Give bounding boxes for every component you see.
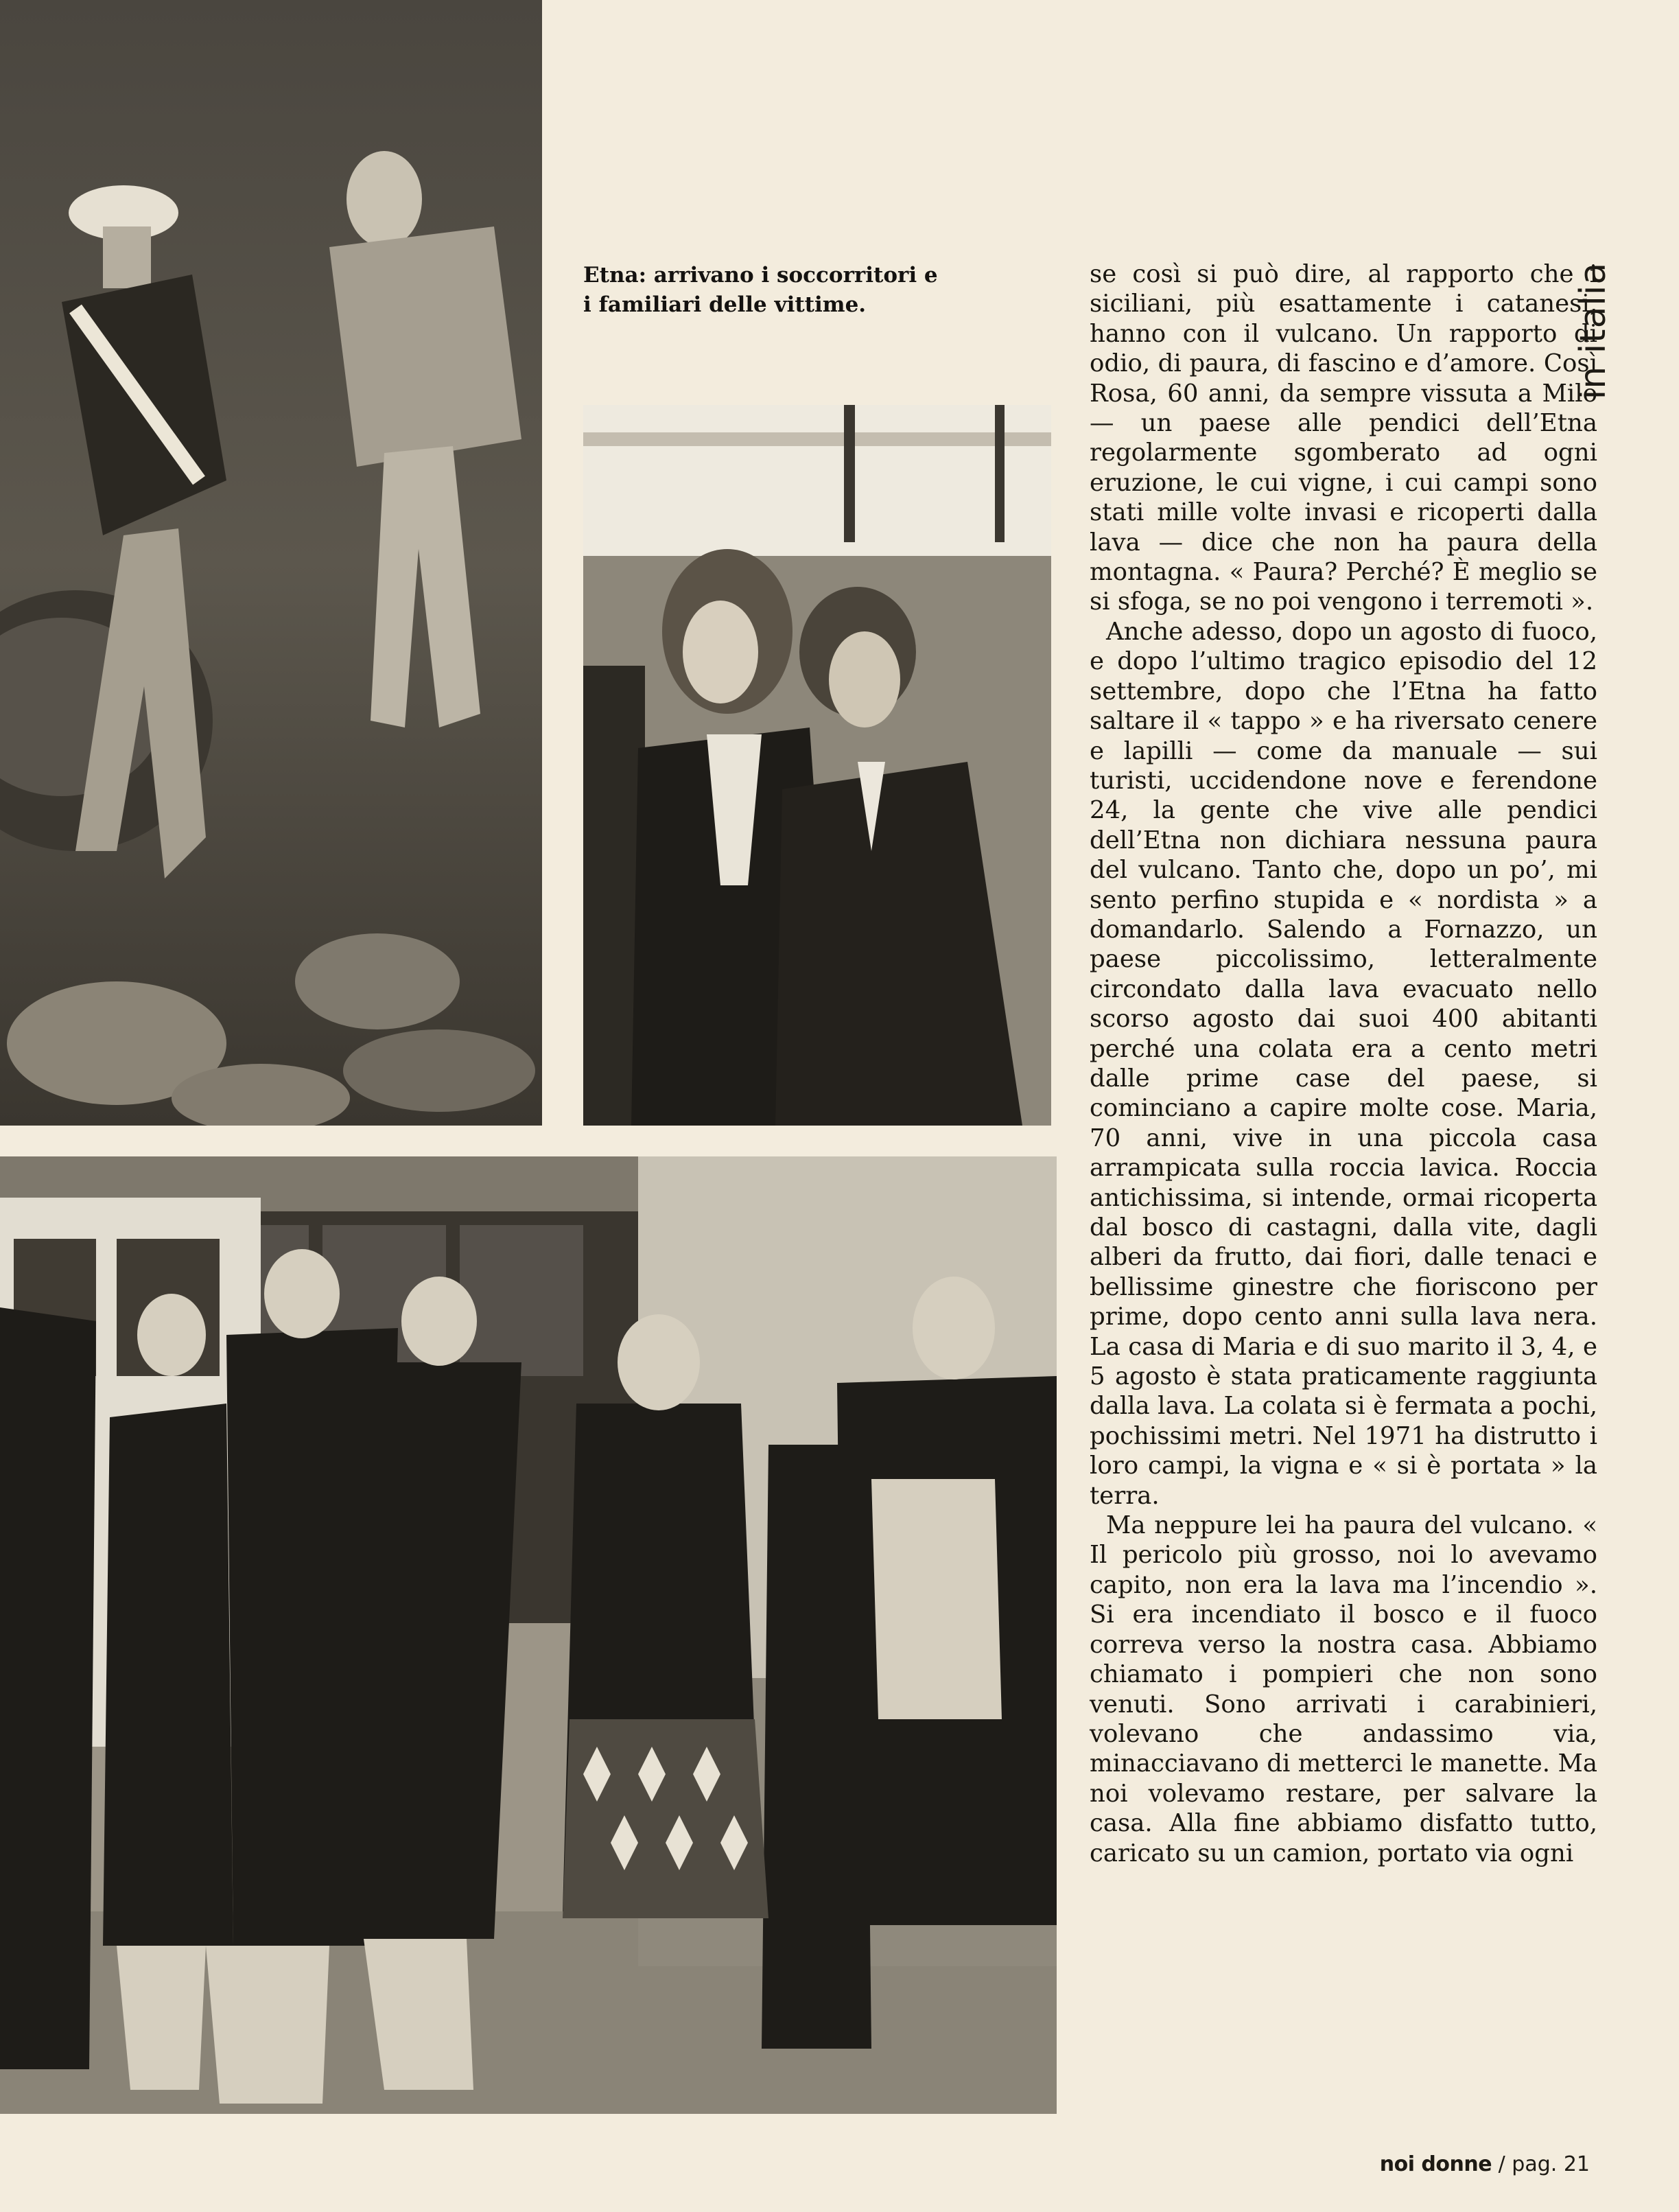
section-label [1571, 255, 1615, 406]
section-label-text: in italia [1573, 261, 1614, 400]
magazine-name: noi donne [1379, 2152, 1492, 2176]
photo-caption: Etna: arrivano i soccorritori e i familiari delle vittime. [583, 263, 938, 317]
page-footer [1380, 2152, 1590, 2176]
photo-women-family [583, 405, 1051, 1126]
photo-group-waiting [0, 1156, 1057, 2114]
article-body [1090, 259, 1597, 1868]
photo-rescuers-on-slope [0, 0, 542, 1126]
article-paragraph-1: se così si può dire, al rapporto che i siciliani, più esattamente i catanesi, hanno con il vulcano. Un rapporto di odio, di paura, di fascino e d’amore. Così Rosa, 60 anni, da sempre vissuta a Milo — un paese alle pendici dell’Etna regolarmente sgomberato ad ogni eruzione, le cui vigne, i cui campi sono stati mille volte invasi e ricoperti dalla lava — dice che non ha paura della montagna. « Paura? Perché? È meglio se si sfoga, se no poi vengono i terremoti ». [1090, 260, 1597, 616]
page-number: pag. 21 [1512, 2152, 1590, 2176]
footer-separator: / [1498, 2152, 1505, 2176]
article-paragraph-2: Anche adesso, dopo un agosto di fuoco, e dopo l’ultimo tragico episodio del 12 settembre, dopo che l’Etna ha fatto saltare il « tappo » e ha riversato cenere e lapilli — come da manuale — sui turisti, uccidendone nove e ferendone 24, la gente che vive alle pendici dell’Etna non dichiara nessuna paura del vulcano. Tanto che, dopo un po’, mi sento perfino stupida e « nordista » a domandarlo. Salendo a Fornazzo, un paese piccolissimo, letteralmente circondato dalla lava evacuato nello scorso agosto dai suoi 400 abitanti perché una colata era a cento metri dalle prime case del paese, si cominciano a capire molte cose. Maria, 70 anni, vive in una piccola casa arrampicata sulla roccia lavica. Roccia antichissima, si intende, ormai ricoperta dal bosco di castagni, dalla vite, dagli alberi da frutto, dai fiori, dalle tenaci e bellissime ginestre che fioriscono per prime, dopo cento anni sulla lava nera. La casa di Maria e di suo marito il 3, 4, e 5 agosto è stata praticamente raggiunta dalla lava. La colata si è fermata a pochi, pochissimi metri. Nel 1971 ha distrutto i loro campi, la vigna e « si è portata » la terra. [1090, 617, 1597, 1510]
article-paragraph-3: Ma neppure lei ha paura del vulcano. « Il pericolo più grosso, noi lo avevamo capito, non era la lava ma l’incendio ». Si era incendiato il bosco e il fuoco correva verso la nostra casa. Abbiamo chiamato i pompieri che non sono venuti. Sono arrivati i carabinieri, volevano che andassimo via, minacciavano di metterci le manette. Ma noi volevamo restare, per salvare la casa. Alla fine abbiamo disfatto tutto, caricato su un camion, portato via ogni [1090, 1511, 1597, 1867]
